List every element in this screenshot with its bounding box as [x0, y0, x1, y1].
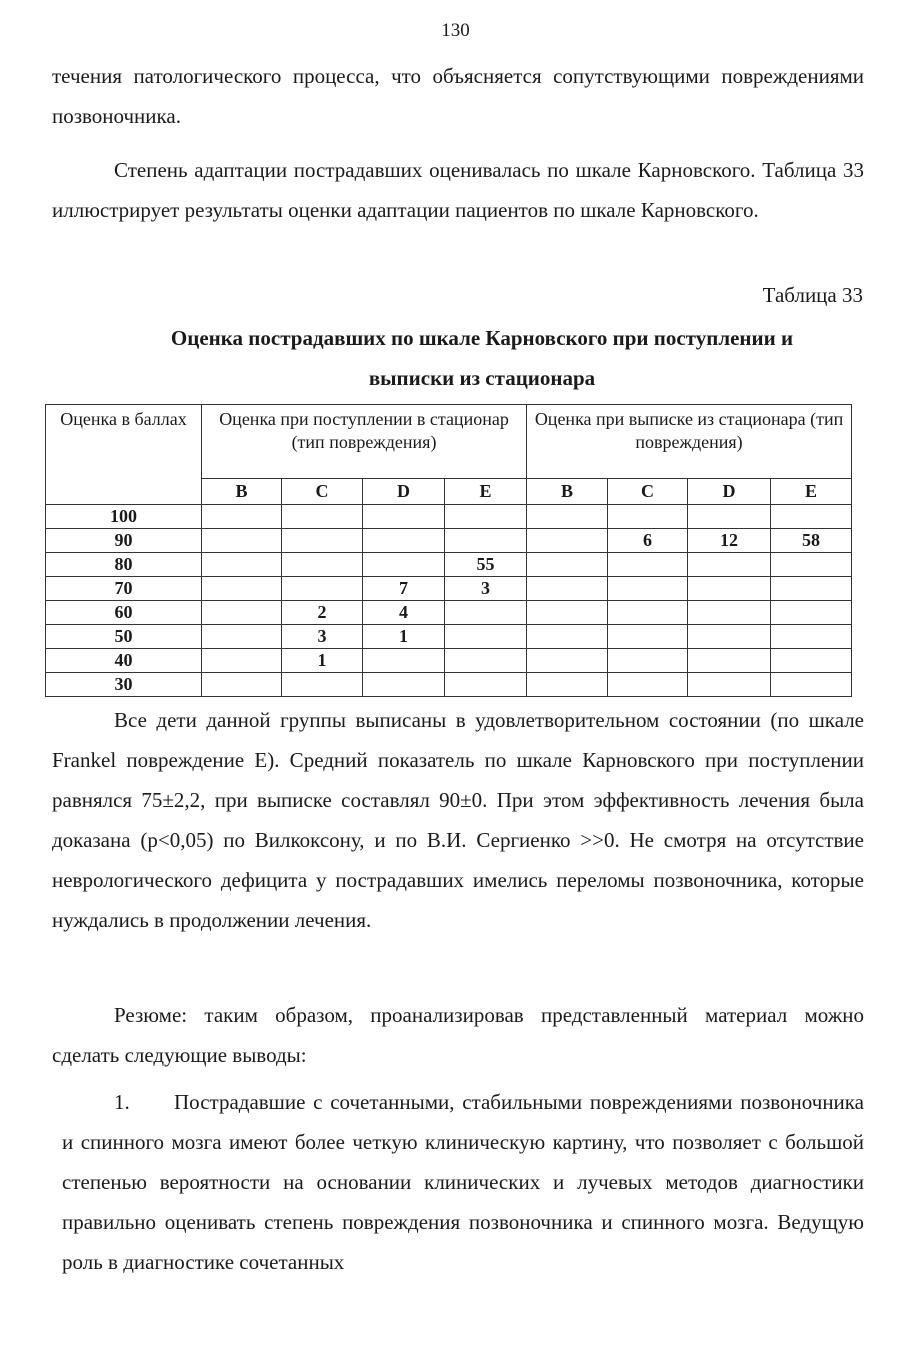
page-number: 130	[441, 20, 470, 41]
table-cell	[202, 673, 282, 697]
discharge-group-header: Оценка при выписке из стационара (тип повреждения)	[527, 405, 852, 479]
table-cell	[202, 577, 282, 601]
table-cell: 3	[282, 625, 363, 649]
table-cell	[771, 625, 852, 649]
table-cell	[771, 649, 852, 673]
table-title	[52, 318, 911, 398]
table-cell	[688, 553, 771, 577]
table-title-line-2: выписки из стационара	[368, 366, 596, 390]
table-cell	[527, 529, 608, 553]
table-row	[46, 649, 852, 673]
table-cell	[202, 505, 282, 529]
subheader-cell: C	[608, 479, 688, 505]
table-cell	[688, 625, 771, 649]
table-cell	[282, 505, 363, 529]
table-cell	[688, 649, 771, 673]
subheader-cell: B	[202, 479, 282, 505]
subheader-cell: E	[771, 479, 852, 505]
table-row	[46, 601, 852, 625]
table-cell	[445, 673, 527, 697]
table-row	[46, 553, 852, 577]
score-cell: 90	[46, 529, 202, 553]
score-cell: 100	[46, 505, 202, 529]
table-cell	[527, 577, 608, 601]
table-cell	[202, 529, 282, 553]
table-cell	[688, 505, 771, 529]
table-cell: 7	[363, 577, 445, 601]
subheader-cell: B	[527, 479, 608, 505]
table-cell	[282, 673, 363, 697]
score-cell: 30	[46, 673, 202, 697]
table-cell	[282, 529, 363, 553]
subheader-cell: E	[445, 479, 527, 505]
table-cell	[527, 505, 608, 529]
table-cell	[202, 601, 282, 625]
table-cell	[771, 553, 852, 577]
table-cell	[527, 649, 608, 673]
score-cell: 80	[46, 553, 202, 577]
paragraph-summary: Резюме: таким образом, проанализировав представленный материал можно сделать следующие выводы:	[52, 1003, 864, 1067]
table-cell	[608, 505, 688, 529]
table-cell	[608, 577, 688, 601]
table-cell	[445, 649, 527, 673]
score-cell: 40	[46, 649, 202, 673]
admission-group-header: Оценка при поступлении в стационар (тип повреждения)	[202, 405, 527, 479]
table-cell	[771, 673, 852, 697]
table-cell	[688, 601, 771, 625]
table-cell	[608, 553, 688, 577]
subheader-cell: D	[363, 479, 445, 505]
table-cell	[527, 553, 608, 577]
table-row	[46, 505, 852, 529]
table-cell	[771, 505, 852, 529]
score-cell: 60	[46, 601, 202, 625]
table-cell	[282, 553, 363, 577]
table-cell	[608, 601, 688, 625]
table-cell	[363, 649, 445, 673]
table-cell: 55	[445, 553, 527, 577]
table-cell	[688, 577, 771, 601]
table-cell: 1	[363, 625, 445, 649]
paragraph-adaptation-intro: Степень адаптации пострадавших оценивалась по шкале Карновского. Таблица 33 иллюстрирует результаты оценки адаптации пациентов по шкале Карновского.	[52, 158, 864, 222]
table-cell	[771, 601, 852, 625]
table-cell	[527, 673, 608, 697]
table-cell	[445, 625, 527, 649]
table-cell	[688, 673, 771, 697]
table-cell	[202, 649, 282, 673]
list-text: Пострадавшие с сочетанными, стабильными повреждениями позвоночника и спинного мозга имеют более четкую клиническую картину, что позволяет с большой степенью вероятности на основании клинических и лучевых методов диагностики правильно оценивать степень повреждения позвоночника и спинного мозга. Ведущую роль в диагностике сочетанных	[62, 1090, 864, 1274]
table-cell	[527, 625, 608, 649]
score-cell: 70	[46, 577, 202, 601]
table-cell	[608, 649, 688, 673]
table-cell: 6	[608, 529, 688, 553]
table-cell	[771, 577, 852, 601]
table-cell	[363, 553, 445, 577]
karnovsky-table	[45, 404, 852, 697]
table-cell: 4	[363, 601, 445, 625]
table-cell	[282, 577, 363, 601]
table-cell: 1	[282, 649, 363, 673]
table-cell	[445, 505, 527, 529]
table-number-label: Таблица 33	[762, 283, 863, 307]
table-cell	[608, 625, 688, 649]
list-number: 1.	[114, 1090, 130, 1114]
table-cell	[202, 625, 282, 649]
table-cell: 2	[282, 601, 363, 625]
paragraph-results: Все дети данной группы выписаны в удовлетворительном состоянии (по шкале Frankel повреждение E). Средний показатель по шкале Карновского при поступлении равнялся 75±2,2, при выписке составлял 90±0. При этом эффективность лечения была доказана (p<0,05) по Вилкоксону, и по В.И. Сергиенко >>0. Не смотря на отсутствие неврологического дефицита у пострадавших имелись переломы позвоночника, которые нуждались в продолжении лечения.	[52, 708, 864, 932]
table-row	[46, 673, 852, 697]
paragraph-continuation: течения патологического процесса, что объясняется сопутствующими повреждениями позвоночника.	[52, 64, 864, 128]
table-cell: 58	[771, 529, 852, 553]
table-cell	[363, 529, 445, 553]
table-cell	[445, 601, 527, 625]
table-cell	[445, 529, 527, 553]
table-row	[46, 529, 852, 553]
table-cell	[202, 553, 282, 577]
table-body	[46, 505, 852, 697]
table-cell	[363, 505, 445, 529]
table-cell	[608, 673, 688, 697]
conclusion-item-1	[62, 1082, 864, 1282]
table-cell: 12	[688, 529, 771, 553]
score-column-header: Оценка в баллах	[46, 405, 202, 505]
table-cell	[363, 673, 445, 697]
score-cell: 50	[46, 625, 202, 649]
table-row	[46, 625, 852, 649]
table-cell: 3	[445, 577, 527, 601]
table-title-line-1: Оценка пострадавших по шкале Карновского при поступлении и	[170, 326, 794, 350]
subheader-cell: D	[688, 479, 771, 505]
subheader-cell: C	[282, 479, 363, 505]
table-cell	[527, 601, 608, 625]
table-row	[46, 577, 852, 601]
